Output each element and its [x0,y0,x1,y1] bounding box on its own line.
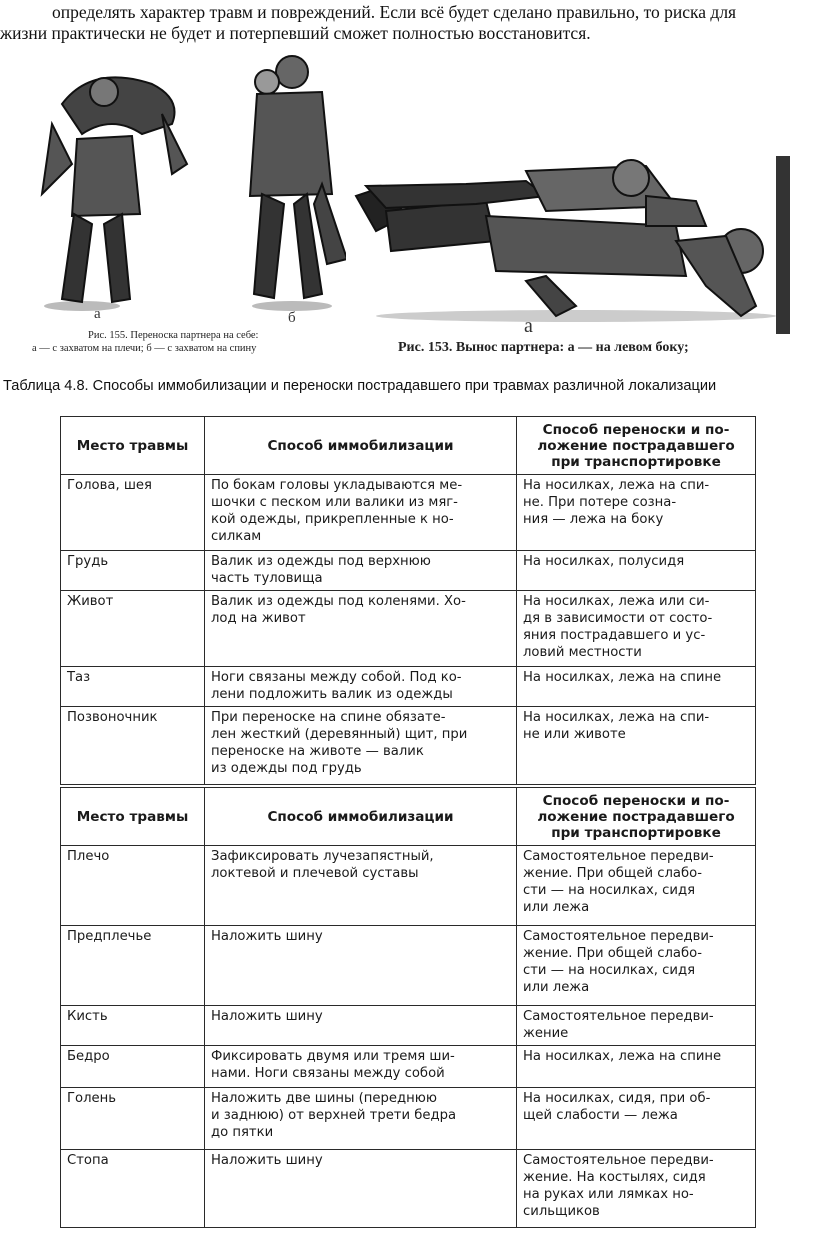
cell-transport: Самостоятельное передви- жение. На костылях, сидя на руках или лямках но- сильщиков [517,1150,756,1228]
cell-place: Плечо [61,846,205,926]
cell-place: Таз [61,667,205,707]
cell-place: Позвоночник [61,707,205,785]
cell-method: При переноске на спине обязате- лен жесткий (деревянный) щит, при переноске на животе — валик из одежды под грудь [205,707,517,785]
cell-method: По бокам головы укладываются ме- шочки с песком или валики из мяг- кой одежды, прикрепленные к но- силкам [205,475,517,551]
table-row [61,1046,756,1088]
cell-place: Голова, шея [61,475,205,551]
figure-left-caption-line-1: Рис. 155. Переноска партнера на себе: [88,330,259,341]
header-immobilization-method: Способ иммобилизации [205,788,517,846]
carry-partner-illustration [22,44,352,324]
cell-method: Наложить шину [205,1150,517,1228]
header-injury-place: Место травмы [61,788,205,846]
cell-transport: Самостоятельное передви- жение [517,1006,756,1046]
cell-method: Ноги связаны между собой. Под ко- лени подложить валик из одежды [205,667,517,707]
cell-transport: На носилках, сидя, при об- щей слабости — лежа [517,1088,756,1150]
figure-left-caption-line-2: а — с захватом на плечи; б — с захватом на спину [32,343,257,354]
cell-transport: На носилках, лежа или си- дя в зависимости от состо- яния пострадавшего и ус- ловий местности [517,591,756,667]
drag-partner-illustration [346,156,790,334]
immobilization-table-2 [60,787,756,1228]
cell-transport: На носилках, полусидя [517,551,756,591]
cell-method: Валик из одежды под верхнюю часть туловища [205,551,517,591]
table-row [61,591,756,667]
figure-right-caption: Рис. 153. Вынос партнера: а — на левом боку; [398,340,689,355]
cell-method: Валик из одежды под коленями. Хо- лод на живот [205,591,517,667]
table-caption: Таблица 4.8. Способы иммобилизации и переноски пострадавшего при травмах различной локализации [3,378,717,394]
table-row [61,1150,756,1228]
figure-drag-partner [346,156,790,334]
cell-place: Кисть [61,1006,205,1046]
cell-transport: На носилках, лежа на спине [517,667,756,707]
intro-paragraph [0,2,812,44]
figure-left-caption [32,329,258,355]
figure-left-label-b: б [288,310,296,324]
cell-method: Зафиксировать лучезапястный, локтевой и плечевой суставы [205,846,517,926]
figure-right-label-a: а [524,315,533,334]
table-row [61,551,756,591]
table-row [61,1088,756,1150]
cell-place: Стопа [61,1150,205,1228]
cell-method: Наложить шину [205,1006,517,1046]
header-immobilization-method: Способ иммобилизации [205,417,517,475]
cell-transport: На носилках, лежа на спи- не или животе [517,707,756,785]
table-row [61,707,756,785]
cell-transport: Самостоятельное передви- жение. При общей слабо- сти — на носилках, сидя или лежа [517,846,756,926]
cell-place: Предплечье [61,926,205,1006]
cell-method: Наложить две шины (переднюю и заднюю) от верхней трети бедра до пятки [205,1088,517,1150]
cell-transport: На носилках, лежа на спине [517,1046,756,1088]
figure-carry-partner [22,44,352,324]
header-transport-method: Способ переноски и по- ложение пострадавшего при транспортировке [517,788,756,846]
cell-method: Фиксировать двумя или тремя ши- нами. Ноги связаны между собой [205,1046,517,1088]
immobilization-table-1 [60,416,756,785]
intro-line-1: определять характер травм и повреждений. Если всё будет сделано правильно, то риска для [52,2,737,22]
cell-place: Грудь [61,551,205,591]
cell-place: Живот [61,591,205,667]
table-row [61,667,756,707]
header-injury-place: Место травмы [61,417,205,475]
cell-place: Голень [61,1088,205,1150]
cell-transport: Самостоятельное передви- жение. При общей слабо- сти — на носилках, сидя или лежа [517,926,756,1006]
cell-transport: На носилках, лежа на спи- не. При потере созна- ния — лежа на боку [517,475,756,551]
table-row [61,475,756,551]
table-row [61,926,756,1006]
cell-method: Наложить шину [205,926,517,1006]
table-row [61,1006,756,1046]
figure-left-label-a: а [94,306,101,322]
header-transport-method: Способ переноски и по- ложение пострадавшего при транспортировке [517,417,756,475]
cell-place: Бедро [61,1046,205,1088]
intro-line-2: жизни практически не будет и потерпевший сможет полностью восстановится. [0,23,591,43]
table-row [61,846,756,926]
